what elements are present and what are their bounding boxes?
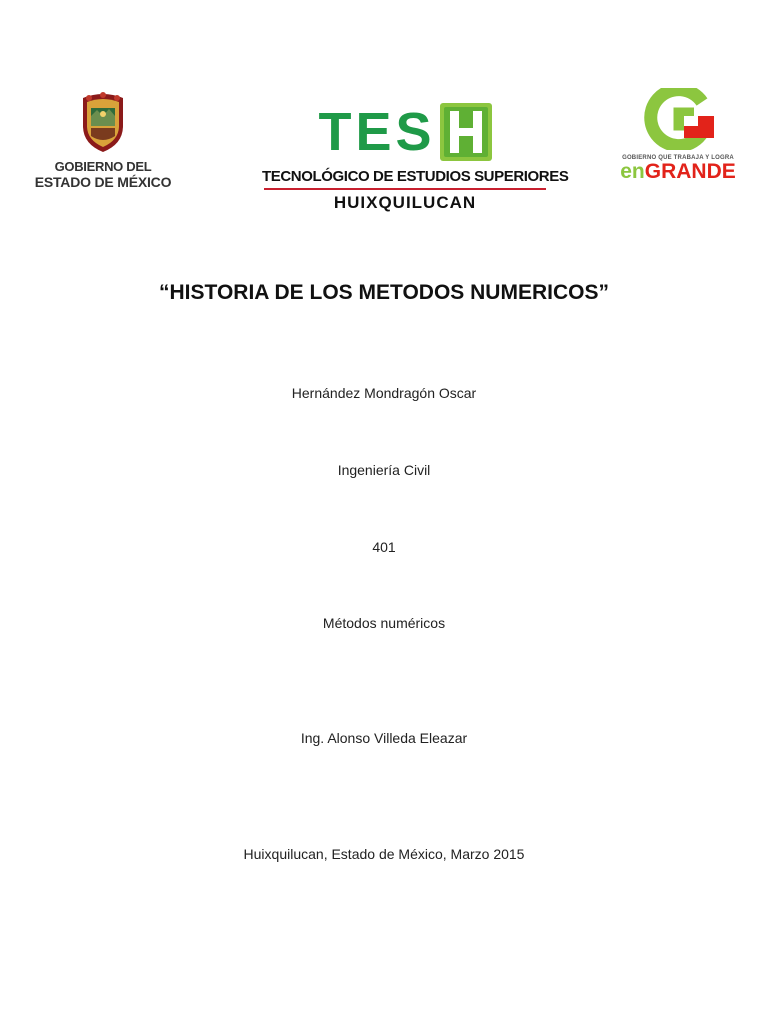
career-name: Ingeniería Civil xyxy=(337,462,431,478)
engrande-wordmark xyxy=(608,162,748,182)
gobierno-estado-mexico-logo xyxy=(28,92,178,198)
place-and-date: Huixquilucan, Estado de México, Marzo 2015 xyxy=(243,846,525,862)
g-letter-icon xyxy=(640,88,716,150)
tesh-subtitle: TECNOLÓGICO DE ESTUDIOS SUPERIORES xyxy=(262,168,569,185)
engrande-grande: GRANDE xyxy=(644,160,736,183)
edomex-line1: GOBIERNO DEL xyxy=(54,159,152,174)
engrande-logo xyxy=(608,88,748,188)
engrande-tagline: GOBIERNO QUE TRABAJA Y LOGRA xyxy=(622,155,734,161)
edomex-line2: ESTADO DE MÉXICO xyxy=(34,174,172,190)
author-name: Hernández Mondragón Oscar xyxy=(291,385,477,401)
tesh-city: HUIXQUILUCAN xyxy=(333,193,477,212)
tesh-divider xyxy=(264,188,546,190)
teacher-name: Ing. Alonso Villeda Eleazar xyxy=(300,730,468,746)
tesh-logo xyxy=(262,100,569,220)
engrande-en: en xyxy=(620,160,645,183)
tesh-wordmark xyxy=(262,100,548,164)
coat-of-arms-icon xyxy=(75,92,131,154)
tesh-word: TES xyxy=(318,102,436,162)
tesh-h-icon xyxy=(440,103,492,161)
document-title: “HISTORIA DE LOS METODOS NUMERICOS” xyxy=(159,281,609,304)
subject-name: Métodos numéricos xyxy=(322,615,446,631)
group-number: 401 xyxy=(372,539,396,555)
